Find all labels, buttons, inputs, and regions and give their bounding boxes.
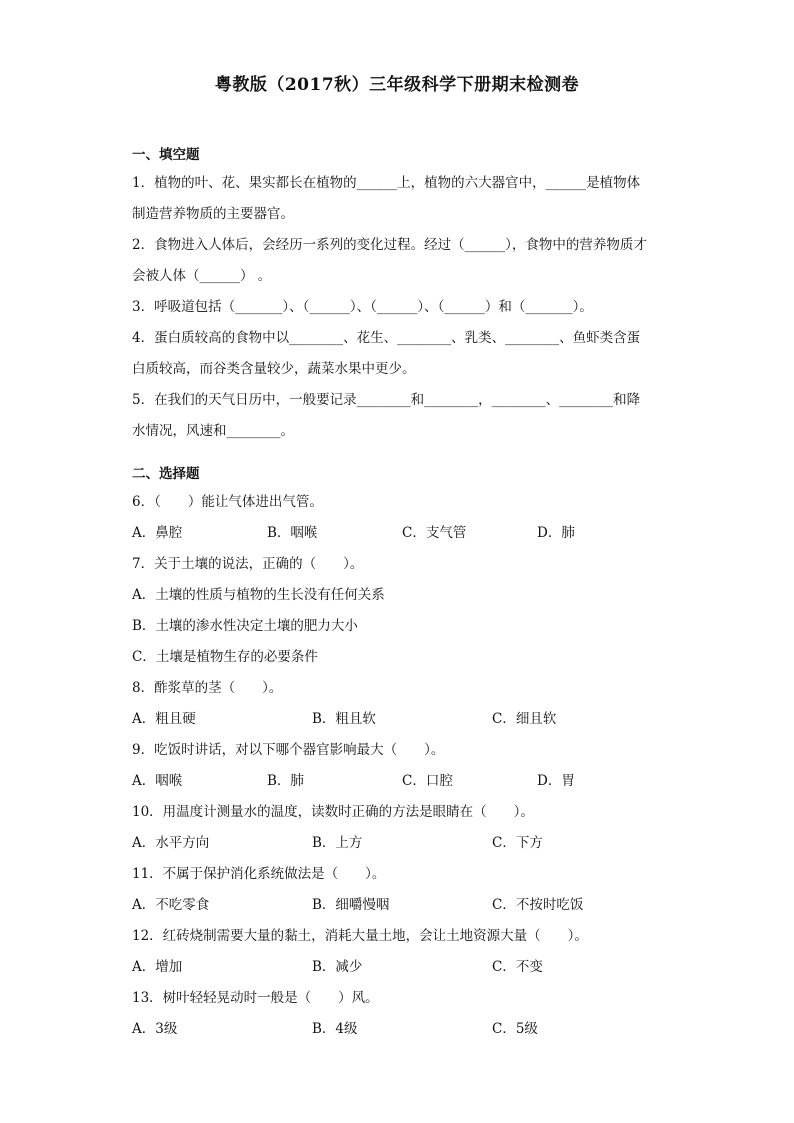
question-stem: 7．关于土壤的说法，正确的（ ）。: [132, 556, 364, 572]
option-d: D．胃: [537, 773, 575, 789]
option-row: [132, 952, 672, 983]
option-row: [132, 890, 672, 921]
question-stem: 6．（ ）能让气体进出气管。: [132, 494, 323, 510]
question-stem: 8．酢浆草的茎（ ）。: [132, 680, 283, 696]
option-a: A．咽喉: [132, 773, 183, 789]
option-c: C．5级: [492, 1021, 538, 1037]
option-b: B．粗且软: [312, 711, 376, 727]
option-c: C．不按时吃饭: [492, 897, 584, 913]
fill-blank-line: 会被人体（______） 。: [132, 268, 272, 284]
option-b: B．细嚼慢咽: [312, 897, 390, 913]
option-b: B．4级: [312, 1021, 358, 1037]
option-b: B．肺: [267, 773, 304, 789]
fill-blank-line: 制造营养物质的主要器官。: [132, 206, 294, 222]
fill-blank-line: 5．在我们的天气日历中，一般要记录________和________，________、________和降: [132, 392, 641, 408]
option-a: A．鼻腔: [132, 525, 183, 541]
option-a: A．增加: [132, 959, 183, 975]
fill-blank-line: 4．蛋白质较高的食物中以________、花生、________、乳类、________、鱼虾类含蛋: [132, 330, 641, 346]
option-a: A．土壤的性质与植物的生长没有任何关系: [132, 587, 385, 603]
fill-blank-line: 2．食物进入人体后，会经历一系列的变化过程。经过（______），食物中的营养物质才: [132, 237, 647, 253]
section-heading-choice: 二、选择题: [132, 466, 200, 482]
option-row: [132, 1014, 672, 1045]
option-c: C．下方: [492, 835, 543, 851]
question-stem: 13．树叶轻轻晃动时一般是（ ）风。: [132, 990, 379, 1006]
page-title: 粤教版（2017秋）三年级科学下册期末检测卷: [214, 75, 580, 95]
option-b: B．咽喉: [267, 525, 318, 541]
question-stem: 11．不属于保护消化系统做法是（ ）。: [132, 866, 386, 882]
option-c: C．口腔: [402, 773, 453, 789]
option-a: A．水平方向: [132, 835, 210, 851]
option-c: C．不变: [492, 959, 543, 975]
question-stem: 9．吃饭时讲话，对以下哪个器官影响最大（ ）。: [132, 742, 445, 758]
option-c: C．细且软: [492, 711, 557, 727]
question-stem: 12．红砖烧制需要大量的黏土，消耗大量土地，会让土地资源大量（ ）。: [132, 928, 588, 944]
option-b: B．上方: [312, 835, 363, 851]
fill-blank-line: 3．呼吸道包括（_______）、（______）、（______）、（______）和（_______）。: [132, 299, 593, 315]
fill-blank-line: 白质较高，而谷类含量较少，蔬菜水果中更少。: [132, 361, 416, 377]
exam-content: [132, 142, 672, 1045]
option-row: [132, 704, 672, 735]
option-c: C．支气管: [402, 525, 467, 541]
question-stem: 10．用温度计测量水的温度，读数时正确的方法是眼睛在（ ）。: [132, 804, 534, 820]
option-b: B．减少: [312, 959, 363, 975]
fill-blank-line: 1．植物的叶、花、果实都长在植物的______上，植物的六大器官中，______是植物体: [132, 175, 641, 191]
option-row: [132, 828, 672, 859]
fill-blank-line: 水情况，风速和________。: [132, 423, 294, 439]
option-a: A．不吃零食: [132, 897, 210, 913]
option-a: A．粗且硬: [132, 711, 196, 727]
option-row: [132, 766, 672, 797]
option-c: C．土壤是植物生存的必要条件: [132, 649, 318, 665]
section-heading-fill-blank: 一、填空题: [132, 147, 200, 163]
option-a: A．3级: [132, 1021, 178, 1037]
option-row: [132, 518, 672, 549]
option-d: D．肺: [537, 525, 575, 541]
option-b: B．土壤的渗水性决定土壤的肥力大小: [132, 618, 358, 634]
